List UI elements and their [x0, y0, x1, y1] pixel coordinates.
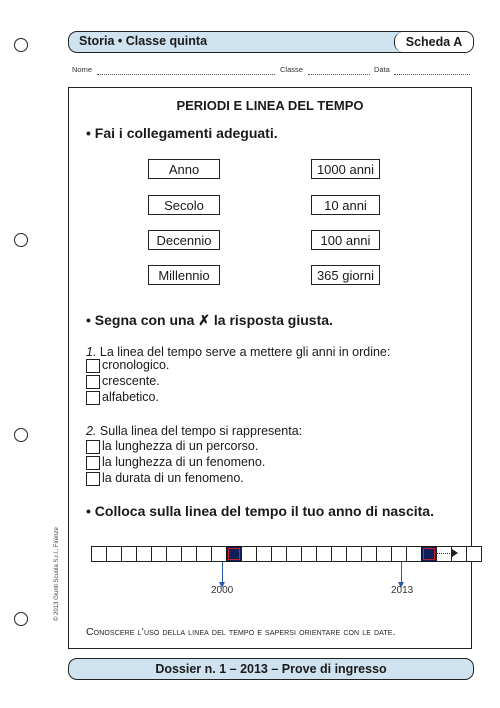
question-1-number: 1. — [86, 345, 97, 359]
option-label: la durata di un fenomeno. — [102, 471, 244, 485]
pointer-2000 — [222, 562, 223, 584]
option-label: cronologico. — [102, 358, 170, 372]
header-band — [68, 31, 474, 53]
timeline-cell[interactable] — [256, 546, 272, 562]
timeline-cell[interactable] — [166, 546, 182, 562]
timeline-cell[interactable] — [346, 546, 362, 562]
timeline-cell[interactable] — [136, 546, 152, 562]
timeline-cell[interactable] — [361, 546, 377, 562]
match-left-3[interactable]: Decennio — [148, 230, 220, 250]
name-label: Nome — [72, 65, 93, 74]
copyright-notice: © 2013 Giunti Scuola S.r.l., Firenze — [54, 527, 60, 621]
pointer-2013 — [401, 562, 402, 584]
question-2-number: 2. — [86, 424, 97, 438]
punch-hole-1 — [14, 38, 28, 52]
timeline-cell[interactable] — [391, 546, 407, 562]
timeline-cell[interactable] — [376, 546, 392, 562]
checkbox[interactable] — [86, 440, 100, 454]
question-2-text: Sulla linea del tempo si rappresenta: — [96, 424, 303, 438]
learning-objective: Conoscere l’uso della linea del tempo e sapersi orientare con le date. — [86, 626, 396, 638]
match-right-3[interactable]: 100 anni — [311, 230, 380, 250]
timeline-cell[interactable] — [181, 546, 197, 562]
option-label: crescente. — [102, 374, 160, 388]
question-1 — [86, 345, 390, 359]
match-right-2[interactable]: 10 anni — [311, 195, 380, 215]
question-1-text: La linea del tempo serve a mettere gli anni in ordine: — [96, 345, 391, 359]
timeline-cell[interactable] — [196, 546, 212, 562]
timeline-cell[interactable] — [301, 546, 317, 562]
timeline-cell[interactable] — [241, 546, 257, 562]
date-label: Data — [374, 65, 390, 74]
checkbox[interactable] — [86, 375, 100, 389]
timeline-arrow-icon — [452, 549, 458, 557]
timeline-cell[interactable] — [466, 546, 482, 562]
sheet-label: Scheda A — [394, 32, 473, 52]
option-label: la lunghezza di un fenomeno. — [102, 455, 266, 469]
punch-hole-3 — [14, 428, 28, 442]
timeline-cell[interactable] — [316, 546, 332, 562]
footer-band: Dossier n. 1 – 2013 – Prove di ingresso — [68, 658, 474, 680]
timeline-cell[interactable] — [151, 546, 167, 562]
exercise3-instruction: • Colloca sulla linea del tempo il tuo anno di nascita. — [86, 503, 434, 519]
match-right-4[interactable]: 365 giorni — [311, 265, 380, 285]
worksheet-title: PERIODI E LINEA DEL TEMPO — [176, 98, 364, 113]
class-label: Classe — [280, 65, 303, 74]
checkbox[interactable] — [86, 456, 100, 470]
timeline-cell[interactable] — [286, 546, 302, 562]
exercise2-instruction: • Segna con una ✗ la risposta giusta. — [86, 312, 333, 328]
punch-hole-4 — [14, 612, 28, 626]
match-left-2[interactable]: Secolo — [148, 195, 220, 215]
question-2 — [86, 424, 302, 438]
checkbox[interactable] — [86, 359, 100, 373]
timeline-cell[interactable] — [91, 546, 107, 562]
exercise1-instruction: • Fai i collegamenti adeguati. — [86, 125, 278, 141]
checkbox[interactable] — [86, 472, 100, 486]
student-fields — [70, 65, 472, 79]
timeline-cell-marked[interactable] — [421, 546, 437, 562]
timeline-cell[interactable] — [211, 546, 227, 562]
timeline-cell[interactable] — [436, 546, 452, 562]
timeline-cell[interactable] — [331, 546, 347, 562]
year-label-2000: 2000 — [211, 585, 234, 596]
subject-label: Storia • Classe quinta — [79, 34, 208, 48]
timeline-bar[interactable] — [91, 546, 481, 562]
date-field[interactable] — [394, 74, 470, 75]
punch-hole-2 — [14, 233, 28, 247]
match-left-4[interactable]: Millennio — [148, 265, 220, 285]
match-right-1[interactable]: 1000 anni — [311, 159, 380, 179]
timeline-cell[interactable] — [106, 546, 122, 562]
timeline-cell-marked[interactable] — [226, 546, 242, 562]
match-left-1[interactable]: Anno — [148, 159, 220, 179]
checkbox[interactable] — [86, 391, 100, 405]
timeline-cell[interactable] — [406, 546, 422, 562]
option-label: alfabetico. — [102, 390, 159, 404]
timeline-cell[interactable] — [271, 546, 287, 562]
name-field[interactable] — [97, 74, 275, 75]
option-label: la lunghezza di un percorso. — [102, 439, 259, 453]
timeline-cell[interactable] — [121, 546, 137, 562]
year-label-2013: 2013 — [391, 585, 414, 596]
class-field[interactable] — [308, 74, 370, 75]
